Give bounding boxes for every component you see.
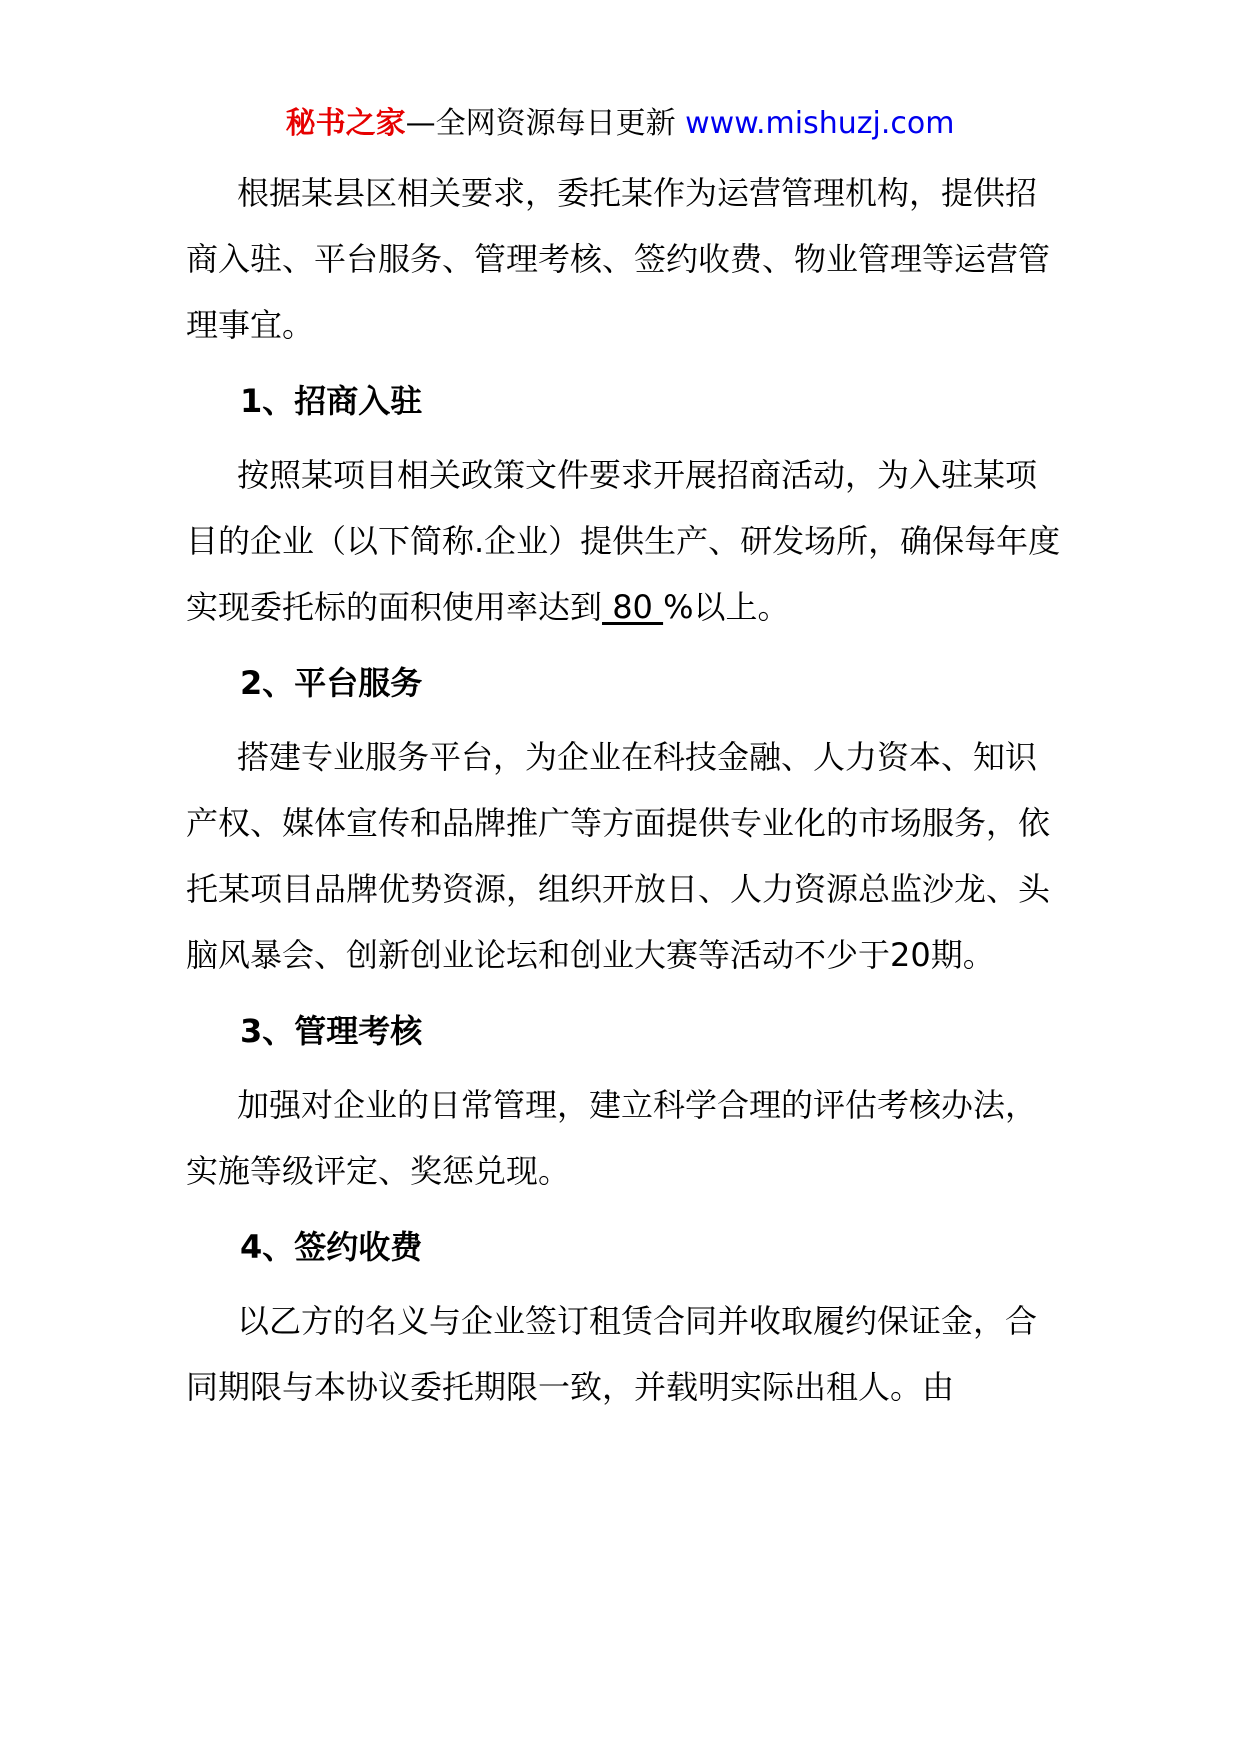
section-heading-3: 3、管理考核 — [240, 1012, 423, 1050]
usage-rate-value: 80 — [602, 588, 664, 626]
section-paragraph-4: 以乙方的名义与企业签订租赁合同并收取履约保证金，合同期限与本协议委托期限一致，并载明实际出租人。由 — [186, 1302, 1038, 1406]
brand-name: 秘书之家 — [285, 106, 406, 141]
section-paragraph-1 — [186, 442, 1066, 640]
section-paragraph-3: 加强对企业的日常管理，建立科学合理的评估考核办法，实施等级评定、奖惩兑现。 — [186, 1086, 1038, 1190]
document-body — [186, 160, 1066, 1420]
section-heading-2: 2、平台服务 — [240, 664, 423, 702]
intro-paragraph: 根据某县区相关要求，委托某作为运营管理机构，提供招商入驻、平台服务、管理考核、签约收费、物业管理等运营管理事宜。 — [186, 174, 1051, 344]
header-url-link[interactable]: www.mishuzj.com — [685, 106, 955, 141]
section-1-text-end: %以上。 — [663, 588, 790, 626]
section-heading-1: 1、招商入驻 — [240, 382, 423, 420]
section-heading-4: 4、签约收费 — [240, 1228, 423, 1266]
header-tagline: —全网资源每日更新 — [405, 106, 676, 141]
section-paragraph-2: 搭建专业服务平台，为企业在科技金融、人力资本、知识产权、媒体宣传和品牌推广等方面提供专业化的市场服务，依托某项目品牌优势资源，组织开放日、人力资源总监沙龙、头脑风暴会、创新创业论坛和创业大赛等活动不少于20期。 — [186, 738, 1051, 974]
section-1-text: 按照某项目相关政策文件要求开展招商活动，为入驻某项目的企业（以下简称.企业）提供生产、研发场所，确保每年度实现委托标的面积使用率达到 — [186, 456, 1061, 626]
page-header — [0, 98, 1240, 150]
